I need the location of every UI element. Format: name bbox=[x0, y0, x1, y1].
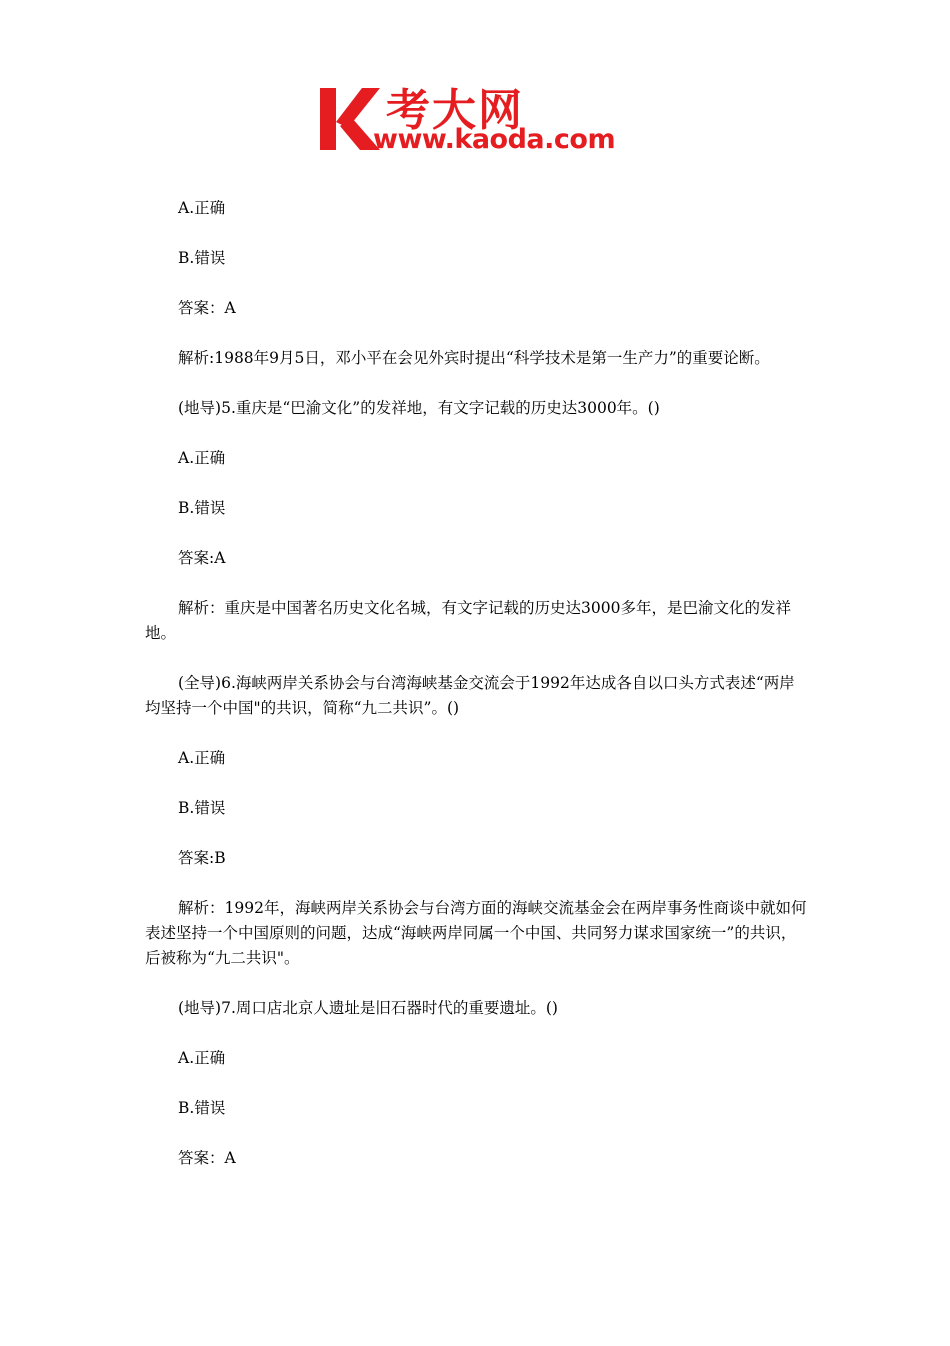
logo-brand-url: www.kaoda.com bbox=[373, 124, 616, 155]
answer: 答案：A bbox=[178, 1149, 236, 1167]
option-a: A.正确 bbox=[178, 449, 226, 467]
kaoda-logo bbox=[318, 80, 648, 160]
document-body bbox=[145, 196, 809, 1196]
answer: 答案:B bbox=[178, 849, 226, 867]
question-6: (全导)6.海峡两岸关系协会与台湾海峡基金交流会于1992年达成各自以口头方式表述“两岸均坚持一个中国"的共识，简称“九二共识”。() bbox=[145, 674, 795, 717]
option-a: A.正确 bbox=[178, 1049, 226, 1067]
option-b: B.错误 bbox=[178, 249, 226, 267]
explanation: 解析：重庆是中国著名历史文化名城，有文字记载的历史达3000多年，是巴渝文化的发祥地。 bbox=[145, 599, 791, 642]
option-b: B.错误 bbox=[178, 499, 226, 517]
explanation: 解析:1988年9月5日，邓小平在会见外宾时提出“科学技术是第一生产力”的重要论断。 bbox=[178, 349, 770, 367]
option-a: A.正确 bbox=[178, 749, 226, 767]
answer: 答案：A bbox=[178, 299, 236, 317]
option-a: A.正确 bbox=[178, 199, 226, 217]
logo-brand-name: 考大网 bbox=[386, 85, 524, 136]
option-b: B.错误 bbox=[178, 799, 226, 817]
question-5: (地导)5.重庆是“巴渝文化”的发祥地，有文字记载的历史达3000年。() bbox=[178, 399, 660, 417]
answer: 答案:A bbox=[178, 549, 226, 567]
option-b: B.错误 bbox=[178, 1099, 226, 1117]
question-7: (地导)7.周口店北京人遗址是旧石器时代的重要遗址。() bbox=[178, 999, 558, 1017]
explanation: 解析：1992年，海峡两岸关系协会与台湾方面的海峡交流基金会在两岸事务性商谈中就如何表述坚持一个中国原则的问题，达成“海峡两岸同属一个中国、共同努力谋求国家统一”的共识，后被称为“九二共识"。 bbox=[145, 899, 807, 967]
